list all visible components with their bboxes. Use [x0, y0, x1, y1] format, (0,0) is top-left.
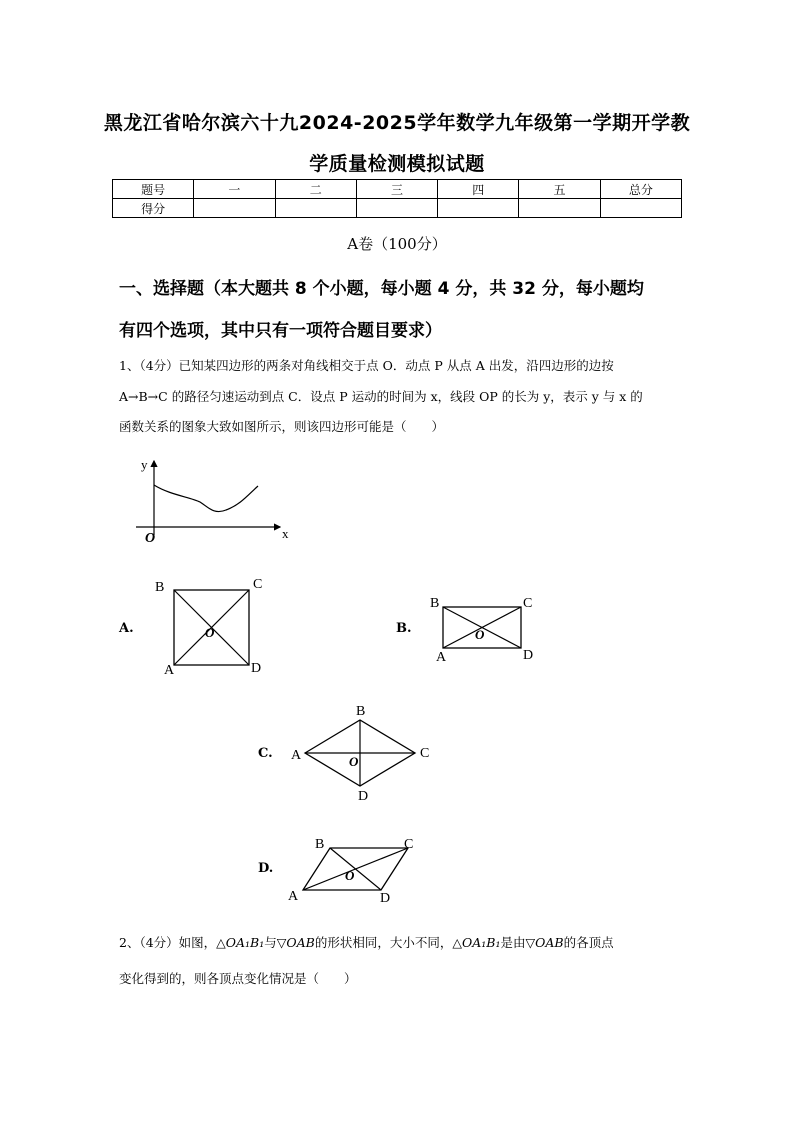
- doc-title-line1: 黑龙江省哈尔滨六十九2024-2025学年数学九年级第一学期开学教: [103, 112, 691, 134]
- diagonal-line: [330, 848, 381, 890]
- q2-text: 2、（4分）如图，: [119, 935, 217, 950]
- q2-math-tri: ▽OAB: [276, 935, 315, 950]
- vertex-a-label: A: [291, 748, 302, 763]
- option-b-figure[interactable]: [425, 593, 550, 668]
- score-table-score-row: [113, 199, 682, 218]
- score-table: [112, 179, 682, 218]
- option-d-figure[interactable]: [280, 828, 430, 910]
- q1-line3: 函数关系的图象大致如图所示，则该四边形可能是（ ）: [119, 419, 445, 434]
- center-o-label: O: [205, 625, 215, 640]
- origin-label: O: [145, 531, 156, 546]
- vertex-b-label: B: [155, 580, 165, 595]
- center-o-label: O: [349, 754, 359, 769]
- doc-title-line2: 学质量检测模拟试题: [309, 153, 485, 175]
- vertex-a-label: A: [436, 650, 447, 665]
- part-a-heading: A卷（100分）: [347, 235, 447, 253]
- option-c-figure[interactable]: [285, 700, 445, 805]
- option-a-label[interactable]: A.: [119, 621, 134, 636]
- score-header-cell: 二: [275, 180, 356, 199]
- option-a-figure[interactable]: [150, 573, 275, 678]
- q1-line2: A→B→C 的路径匀速运动到点 C．设点 P 运动的时间为 x，线段 OP 的长为 y，表示 y 与 x 的: [119, 389, 643, 404]
- score-header-cell: 三: [356, 180, 437, 199]
- y-axis-label: y: [141, 457, 148, 472]
- q1-line1: 1、（4分）已知某四边形的两条对角线相交于点 O．动点 P 从点 A 出发，沿四边形的边按: [119, 358, 614, 373]
- score-header-cell: 题号: [113, 180, 194, 199]
- score-cell: [194, 199, 275, 218]
- vertex-b-label: B: [430, 596, 440, 611]
- q2-math-tri: ▽OAB: [525, 935, 564, 950]
- score-row-label: 得分: [113, 199, 194, 218]
- vertex-a-label: A: [164, 663, 175, 678]
- vertex-c-label: C: [404, 837, 414, 852]
- score-cell: [519, 199, 600, 218]
- score-cell: [438, 199, 519, 218]
- q2-math-tri: △OA₁B₁: [216, 935, 265, 950]
- q2-text: 是由: [500, 935, 526, 950]
- function-graph: [130, 455, 300, 550]
- score-cell: [356, 199, 437, 218]
- option-b-label[interactable]: B.: [396, 621, 412, 636]
- vertex-d-label: D: [251, 661, 262, 676]
- vertex-b-label: B: [356, 704, 366, 719]
- option-c-label[interactable]: C.: [258, 746, 273, 761]
- q2-line1: [119, 933, 614, 951]
- score-header-cell: 总分: [600, 180, 681, 199]
- vertex-d-label: D: [380, 891, 391, 906]
- vertex-c-label: C: [420, 746, 430, 761]
- q2-line2: 变化得到的，则各顶点变化情况是（ ）: [119, 971, 357, 986]
- score-header-cell: 一: [194, 180, 275, 199]
- vertex-d-label: D: [523, 648, 534, 663]
- score-header-cell: 四: [438, 180, 519, 199]
- vertex-a-label: A: [288, 889, 299, 904]
- vertex-b-label: B: [315, 837, 325, 852]
- q2-math-tri: △OA₁B₁: [452, 935, 501, 950]
- q2-text: 与: [264, 935, 277, 950]
- center-o-label: O: [345, 868, 355, 883]
- vertex-c-label: C: [253, 577, 263, 592]
- score-cell: [600, 199, 681, 218]
- section-heading-line1: 一、选择题（本大题共 8 个小题，每小题 4 分，共 32 分，每小题均: [119, 279, 644, 299]
- center-o-label: O: [475, 627, 485, 642]
- function-curve: [154, 485, 258, 512]
- option-d-label[interactable]: D.: [258, 861, 274, 876]
- q2-text: 的形状相同，大小不同，: [314, 935, 453, 950]
- vertex-c-label: C: [523, 596, 533, 611]
- score-table-header-row: [113, 180, 682, 199]
- q2-text: 的各顶点: [563, 935, 614, 950]
- x-axis-label: x: [282, 526, 289, 541]
- section-heading-line2: 有四个选项，其中只有一项符合题目要求）: [119, 321, 442, 341]
- vertex-d-label: D: [358, 789, 369, 804]
- score-cell: [275, 199, 356, 218]
- score-header-cell: 五: [519, 180, 600, 199]
